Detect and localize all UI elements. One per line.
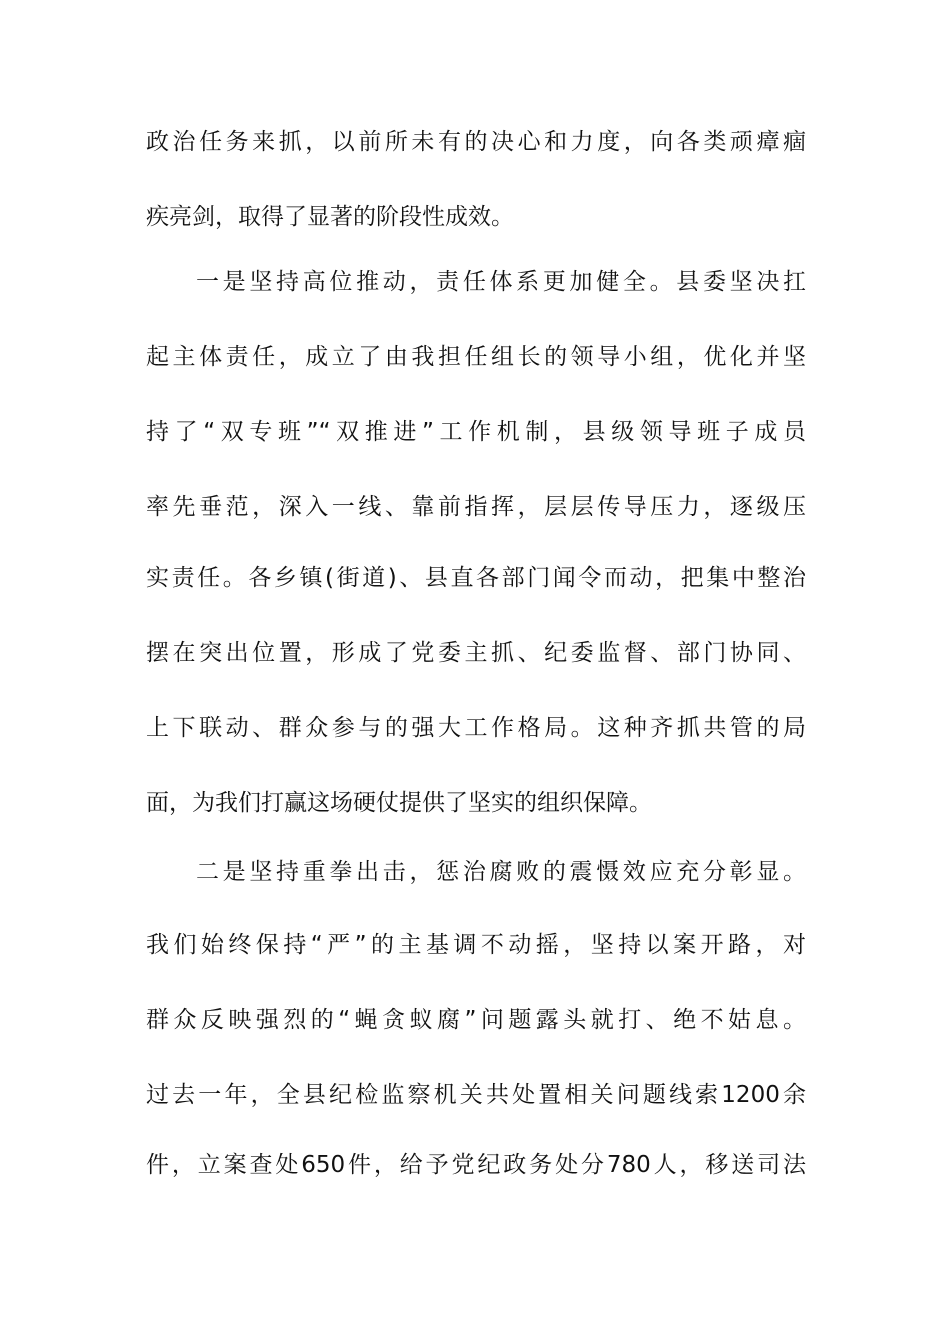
- text-line-7: 实责任。各乡镇(街道)、县直各部门闻令而动，把集中整治: [146, 565, 806, 591]
- text-line-4: 起主体责任，成立了由我担任组长的领导小组，优化并坚: [146, 344, 806, 370]
- text-line-2: 疾亮剑，取得了显著的阶段性成效。: [146, 204, 514, 230]
- text-line-1: 政治任务来抓，以前所未有的决心和力度，向各类顽瘴痼: [146, 129, 806, 155]
- text-line-8: 摆在突出位置，形成了党委主抓、纪委监督、部门协同、: [146, 640, 806, 666]
- paragraph-heading-1: 一是坚持高位推动，责任体系更加健全。县委坚决扛: [196, 269, 806, 295]
- text-line-15: 件，立案查处650件，给予党纪政务处分780人，移送司法: [146, 1152, 806, 1178]
- paragraph-heading-2: 二是坚持重拳出击，惩治腐败的震慑效应充分彰显。: [196, 859, 806, 885]
- text-line-9: 上下联动、群众参与的强大工作格局。这种齐抓共管的局: [146, 715, 806, 741]
- text-line-10: 面，为我们打赢这场硬仗提供了坚实的组织保障。: [146, 790, 652, 816]
- text-line-5: 持了“双专班”“双推进”工作机制，县级领导班子成员: [146, 419, 806, 445]
- text-line-6: 率先垂范，深入一线、靠前指挥，层层传导压力，逐级压: [146, 494, 806, 520]
- text-line-13: 群众反映强烈的“蝇贪蚁腐”问题露头就打、绝不姑息。: [146, 1007, 806, 1033]
- text-line-14: 过去一年，全县纪检监察机关共处置相关问题线索1200余: [146, 1082, 806, 1108]
- text-line-12: 我们始终保持“严”的主基调不动摇，坚持以案开路，对: [146, 932, 806, 958]
